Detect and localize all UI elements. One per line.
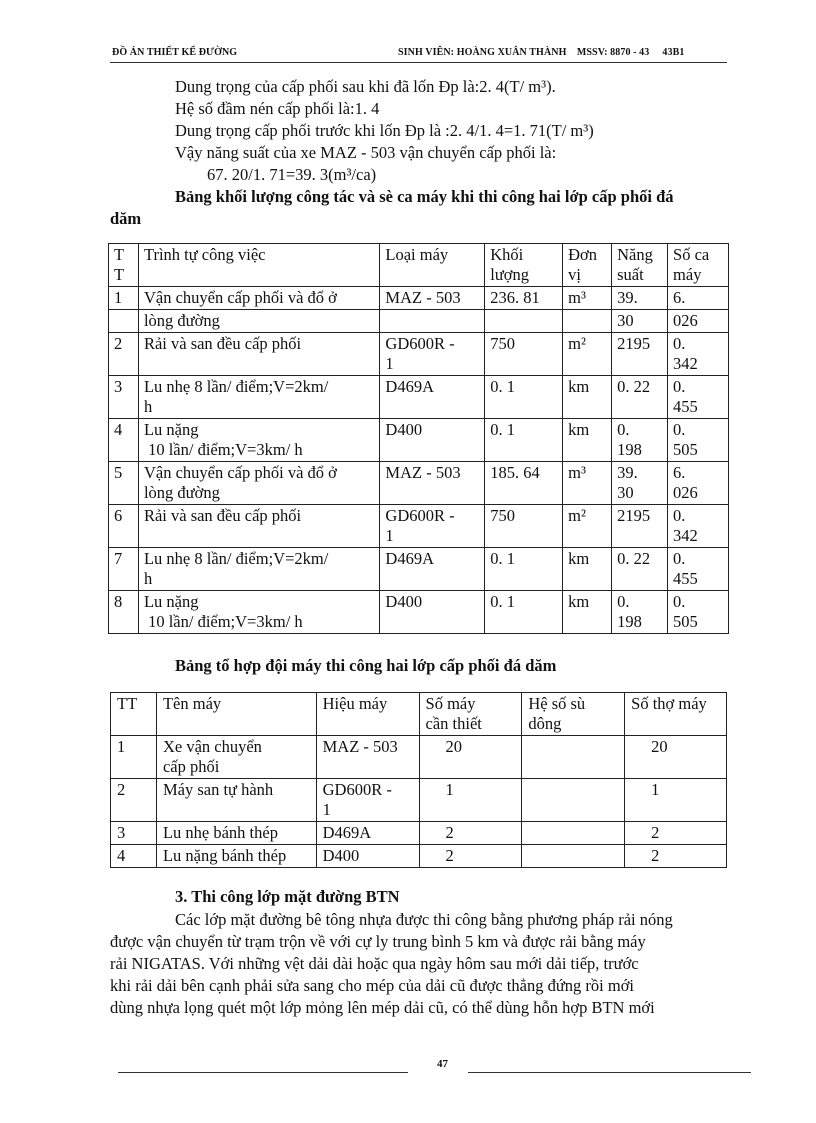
cell-tt: 3 xyxy=(111,822,157,845)
cell-qty: 0. 1 xyxy=(485,548,563,591)
cell-rate: 39. xyxy=(612,287,668,310)
cell-unit: m² xyxy=(563,505,612,548)
cell-task: Lu nhẹ 8 lần/ điểm;V=2km/ h xyxy=(138,548,379,591)
cell-workers: 2 xyxy=(625,845,727,868)
cell-rate: 0. 198 xyxy=(612,419,668,462)
cell-machine: MAZ - 503 xyxy=(380,462,485,505)
cell-rate: 0. 198 xyxy=(612,591,668,634)
cell-shifts: 0. 505 xyxy=(668,419,729,462)
cell-qty: 0. 1 xyxy=(485,419,563,462)
cell-machine: D400 xyxy=(380,419,485,462)
table-row xyxy=(109,419,729,462)
cell-workers: 1 xyxy=(625,779,727,822)
table1-title: Bảng khối lượng công tác và sè ca máy khi thi công hai lớp cấp phối đá xyxy=(175,187,674,206)
table-row xyxy=(109,462,729,505)
cell-unit: m² xyxy=(563,333,612,376)
cell-count: 2 xyxy=(419,845,522,868)
paragraph-line-5: dùng nhựa lọng quét một lớp mỏng lên mép dải cũ, có thể dùng hỗn hợp BTN mới xyxy=(110,998,655,1017)
col-header-count: Số máy cần thiết xyxy=(419,693,522,736)
table1-title-cont: dăm xyxy=(110,209,142,228)
machine-team-table xyxy=(110,692,727,868)
cell-qty: 750 xyxy=(485,333,563,376)
cell-tt: 2 xyxy=(109,333,139,376)
cell-shifts: 0. 505 xyxy=(668,591,729,634)
table-header-row xyxy=(111,693,727,736)
cell-coef xyxy=(522,779,625,822)
table-row xyxy=(109,333,729,376)
cell-qty: 236. 81 xyxy=(485,287,563,310)
header-rule xyxy=(110,62,727,63)
cell-task: Rải và san đều cấp phối xyxy=(138,333,379,376)
col-header-unit: Đơn vị xyxy=(563,244,612,287)
intro-line-2: Hệ số đầm nén cấp phối là:1. 4 xyxy=(175,99,380,118)
cell-tt: 8 xyxy=(109,591,139,634)
cell-unit: km xyxy=(563,548,612,591)
cell-task: Lu nặng 10 lần/ điểm;V=3km/ h xyxy=(138,591,379,634)
cell-task: Lu nhẹ 8 lần/ điểm;V=2km/ h xyxy=(138,376,379,419)
cell-shifts: 0. 455 xyxy=(668,548,729,591)
cell-workers: 2 xyxy=(625,822,727,845)
cell-rate: 0. 22 xyxy=(612,548,668,591)
paragraph-line-1: Các lớp mặt đường bê tông nhựa được thi công bằng phương pháp rải nóng xyxy=(175,910,673,929)
header-right: SINH VIÊN: HOÀNG XUÂN THÀNH MSSV: 8870 - 43 43B1 xyxy=(398,47,685,58)
cell-name: Lu nhẹ bánh thép xyxy=(156,822,316,845)
cell-count: 2 xyxy=(419,822,522,845)
cell-count: 1 xyxy=(419,779,522,822)
table-row xyxy=(111,736,727,779)
cell-shifts: 0. 342 xyxy=(668,505,729,548)
cell-task: Vận chuyển cấp phối và đổ ở xyxy=(138,287,379,310)
cell-tt: 4 xyxy=(111,845,157,868)
cell-shifts: 0. 455 xyxy=(668,376,729,419)
cell-machine: D469A xyxy=(380,548,485,591)
cell-task: Lu nặng 10 lần/ điểm;V=3km/ h xyxy=(138,419,379,462)
table2-title: Bảng tổ hợp đội máy thi công hai lớp cấp phối đá dăm xyxy=(175,656,557,675)
table-row xyxy=(111,822,727,845)
cell-model: GD600R - 1 xyxy=(316,779,419,822)
cell-shifts: 0. 342 xyxy=(668,333,729,376)
cell-tt: 3 xyxy=(109,376,139,419)
section-heading: 3. Thi công lớp mặt đường BTN xyxy=(175,887,400,906)
cell-coef xyxy=(522,845,625,868)
paragraph-line-4: khi rải dải bên cạnh phải sửa sang cho mép của dải cũ được thẳng đứng rồi mới xyxy=(110,976,635,995)
header-left: ĐỒ ÁN THIẾT KẾ ĐƯỜNG xyxy=(112,47,238,58)
cell-unit: m³ xyxy=(563,287,612,310)
cell-model: D469A xyxy=(316,822,419,845)
cell-qty: 0. 1 xyxy=(485,376,563,419)
cell-tt xyxy=(109,310,139,333)
cell-machine: MAZ - 503 xyxy=(380,287,485,310)
cell-unit xyxy=(563,310,612,333)
cell-tt: 1 xyxy=(111,736,157,779)
col-header-tt: TT xyxy=(111,693,157,736)
cell-workers: 20 xyxy=(625,736,727,779)
cell-count: 20 xyxy=(419,736,522,779)
cell-name: Lu nặng bánh thép xyxy=(156,845,316,868)
cell-rate: 2195 xyxy=(612,505,668,548)
cell-model: D400 xyxy=(316,845,419,868)
intro-line-4: Vậy năng suất của xe MAZ - 503 vận chuyển cấp phối là: xyxy=(175,143,557,162)
cell-qty: 185. 64 xyxy=(485,462,563,505)
cell-qty: 750 xyxy=(485,505,563,548)
cell-machine: D469A xyxy=(380,376,485,419)
cell-qty: 0. 1 xyxy=(485,591,563,634)
col-header-qty: Khối lượng xyxy=(485,244,563,287)
col-header-machine: Loại máy xyxy=(380,244,485,287)
cell-qty xyxy=(485,310,563,333)
table-row xyxy=(109,287,729,310)
table-header-row xyxy=(109,244,729,287)
cell-unit: km xyxy=(563,419,612,462)
cell-unit: m³ xyxy=(563,462,612,505)
cell-machine: GD600R - 1 xyxy=(380,505,485,548)
col-header-tt: T T xyxy=(109,244,139,287)
cell-shifts: 6. 026 xyxy=(668,462,729,505)
work-volume-table xyxy=(108,243,729,634)
cell-tt: 7 xyxy=(109,548,139,591)
col-header-coef: Hệ số sù dông xyxy=(522,693,625,736)
cell-rate: 39. 30 xyxy=(612,462,668,505)
cell-name: Máy san tự hành xyxy=(156,779,316,822)
cell-shifts: 026 xyxy=(668,310,729,333)
cell-rate: 30 xyxy=(612,310,668,333)
cell-name: Xe vận chuyển cấp phối xyxy=(156,736,316,779)
table-row xyxy=(109,591,729,634)
table-row xyxy=(111,779,727,822)
col-header-rate: Năng suất xyxy=(612,244,668,287)
cell-machine: GD600R - 1 xyxy=(380,333,485,376)
table-row xyxy=(109,505,729,548)
cell-coef xyxy=(522,822,625,845)
cell-unit: km xyxy=(563,591,612,634)
cell-unit: km xyxy=(563,376,612,419)
col-header-task: Trình tự công việc xyxy=(138,244,379,287)
cell-machine: D400 xyxy=(380,591,485,634)
cell-machine xyxy=(380,310,485,333)
intro-line-5: 67. 20/1. 71=39. 3(m³/ca) xyxy=(207,165,377,184)
cell-task: Rải và san đều cấp phối xyxy=(138,505,379,548)
page-number: 47 xyxy=(437,1058,448,1070)
cell-model: MAZ - 503 xyxy=(316,736,419,779)
intro-line-1: Dung trọng của cấp phối sau khi đã lốn Đp là:2. 4(T/ m³). xyxy=(175,77,556,96)
table-row xyxy=(109,310,729,333)
cell-tt: 1 xyxy=(109,287,139,310)
cell-tt: 4 xyxy=(109,419,139,462)
table-row xyxy=(109,548,729,591)
cell-tt: 6 xyxy=(109,505,139,548)
table-row xyxy=(111,845,727,868)
footer-rule-left xyxy=(118,1072,408,1073)
col-header-model: Hiệu máy xyxy=(316,693,419,736)
table-row xyxy=(109,376,729,419)
cell-rate: 2195 xyxy=(612,333,668,376)
cell-tt: 2 xyxy=(111,779,157,822)
cell-tt: 5 xyxy=(109,462,139,505)
col-header-name: Tên máy xyxy=(156,693,316,736)
cell-task: lòng đường xyxy=(138,310,379,333)
paragraph-line-3: rải NIGATAS. Với những vệt dải dài hoặc qua ngày hôm sau mới dải tiếp, trước xyxy=(110,954,639,973)
cell-task: Vận chuyển cấp phối và đổ ở lòng đường xyxy=(138,462,379,505)
col-header-shifts: Số ca máy xyxy=(668,244,729,287)
paragraph-line-2: được vận chuyển từ trạm trộn về với cự ly trung bình 5 km và được rải bằng máy xyxy=(110,932,646,951)
cell-coef xyxy=(522,736,625,779)
cell-rate: 0. 22 xyxy=(612,376,668,419)
footer-rule-right xyxy=(468,1072,751,1073)
col-header-workers: Số thợ máy xyxy=(625,693,727,736)
intro-line-3: Dung trọng cấp phối trước khi lốn Đp là :2. 4/1. 4=1. 71(T/ m³) xyxy=(175,121,594,140)
cell-shifts: 6. xyxy=(668,287,729,310)
